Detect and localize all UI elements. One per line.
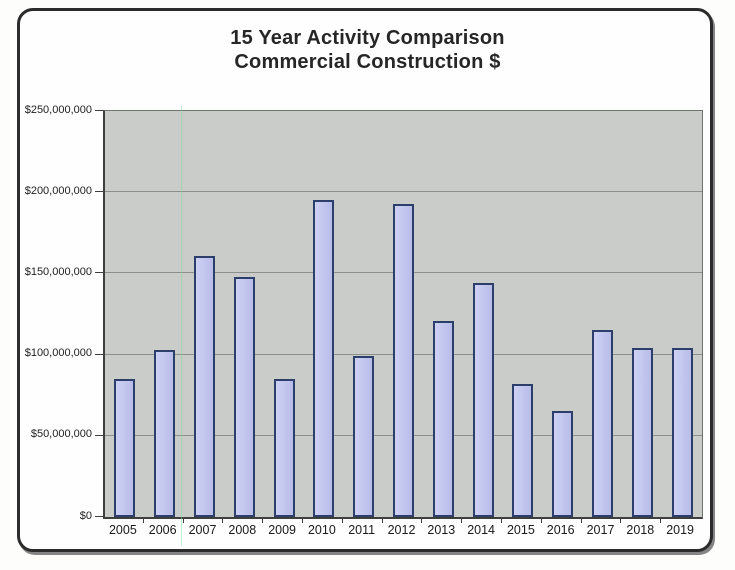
x-axis-tick: [421, 518, 422, 523]
bar-2005: [114, 379, 135, 517]
y-axis-label-50m: $50,000,000: [30, 428, 92, 441]
chart-title: [0, 26, 735, 74]
x-axis-tick: [222, 518, 223, 523]
bar-2012: [393, 204, 414, 517]
y-axis-tick: [95, 191, 103, 192]
x-axis-label-2014: 2014: [467, 523, 495, 537]
x-axis-label-2013: 2013: [427, 523, 456, 537]
x-axis-tick: [620, 518, 621, 523]
x-axis-label-2008: 2008: [228, 523, 257, 537]
y-axis-tick: [95, 435, 103, 436]
x-axis-tick: [541, 518, 542, 523]
x-axis-tick: [183, 518, 184, 523]
x-axis-tick: [581, 518, 582, 523]
bar-2017: [592, 330, 613, 517]
x-axis-label-2011: 2011: [348, 523, 376, 537]
x-axis-label-2010: 2010: [307, 523, 336, 537]
y-axis-label-100m: $100,000,000: [24, 347, 92, 360]
x-axis-label-2019: 2019: [666, 523, 694, 537]
x-axis-label-2005: 2005: [108, 523, 137, 537]
chart-title-line2: Commercial Construction $: [234, 51, 501, 73]
x-axis-tick: [501, 518, 502, 523]
plot-area: [103, 110, 703, 519]
y-axis-tick: [95, 272, 103, 273]
bar-2009: [274, 379, 295, 517]
bar-2010: [313, 200, 334, 517]
x-axis-label-2007: 2007: [188, 523, 217, 537]
y-axis-tick: [95, 110, 103, 111]
x-axis-label-2017: 2017: [586, 523, 615, 537]
bar-2006: [154, 350, 175, 517]
x-axis-tick: [302, 518, 303, 523]
x-axis-tick: [382, 518, 383, 523]
x-axis-tick: [660, 518, 661, 523]
bar-2015: [512, 384, 533, 517]
x-axis-tick: [342, 518, 343, 523]
bar-2016: [552, 411, 573, 517]
bar-2008: [234, 277, 255, 517]
x-axis-label-2016: 2016: [546, 523, 575, 537]
y-axis-tick: [95, 516, 103, 517]
x-axis-label-2018: 2018: [626, 523, 655, 537]
gridline-200m: [105, 191, 702, 192]
y-axis-label-250m: $250,000,000: [24, 103, 92, 116]
bar-2011: [353, 356, 374, 517]
x-axis-label-2012: 2012: [387, 523, 416, 537]
y-axis-label-150m: $150,000,000: [24, 265, 92, 278]
bar-2007: [194, 256, 215, 517]
bar-2014: [473, 283, 494, 517]
x-axis-label-2009: 2009: [268, 523, 296, 537]
bar-2013: [433, 321, 454, 518]
x-axis-label-2015: 2015: [506, 523, 535, 537]
chart-title-line1: 15 Year Activity Comparison: [230, 27, 505, 49]
x-axis-tick: [262, 518, 263, 523]
x-axis-tick: [143, 518, 144, 523]
bar-2019: [672, 348, 693, 517]
y-axis-tick: [95, 354, 103, 355]
bar-2018: [632, 348, 653, 517]
x-axis-tick: [461, 518, 462, 523]
y-axis-label-0m: $0: [79, 509, 92, 522]
y-axis-label-200m: $200,000,000: [24, 184, 92, 197]
x-axis-label-2006: 2006: [148, 523, 177, 537]
